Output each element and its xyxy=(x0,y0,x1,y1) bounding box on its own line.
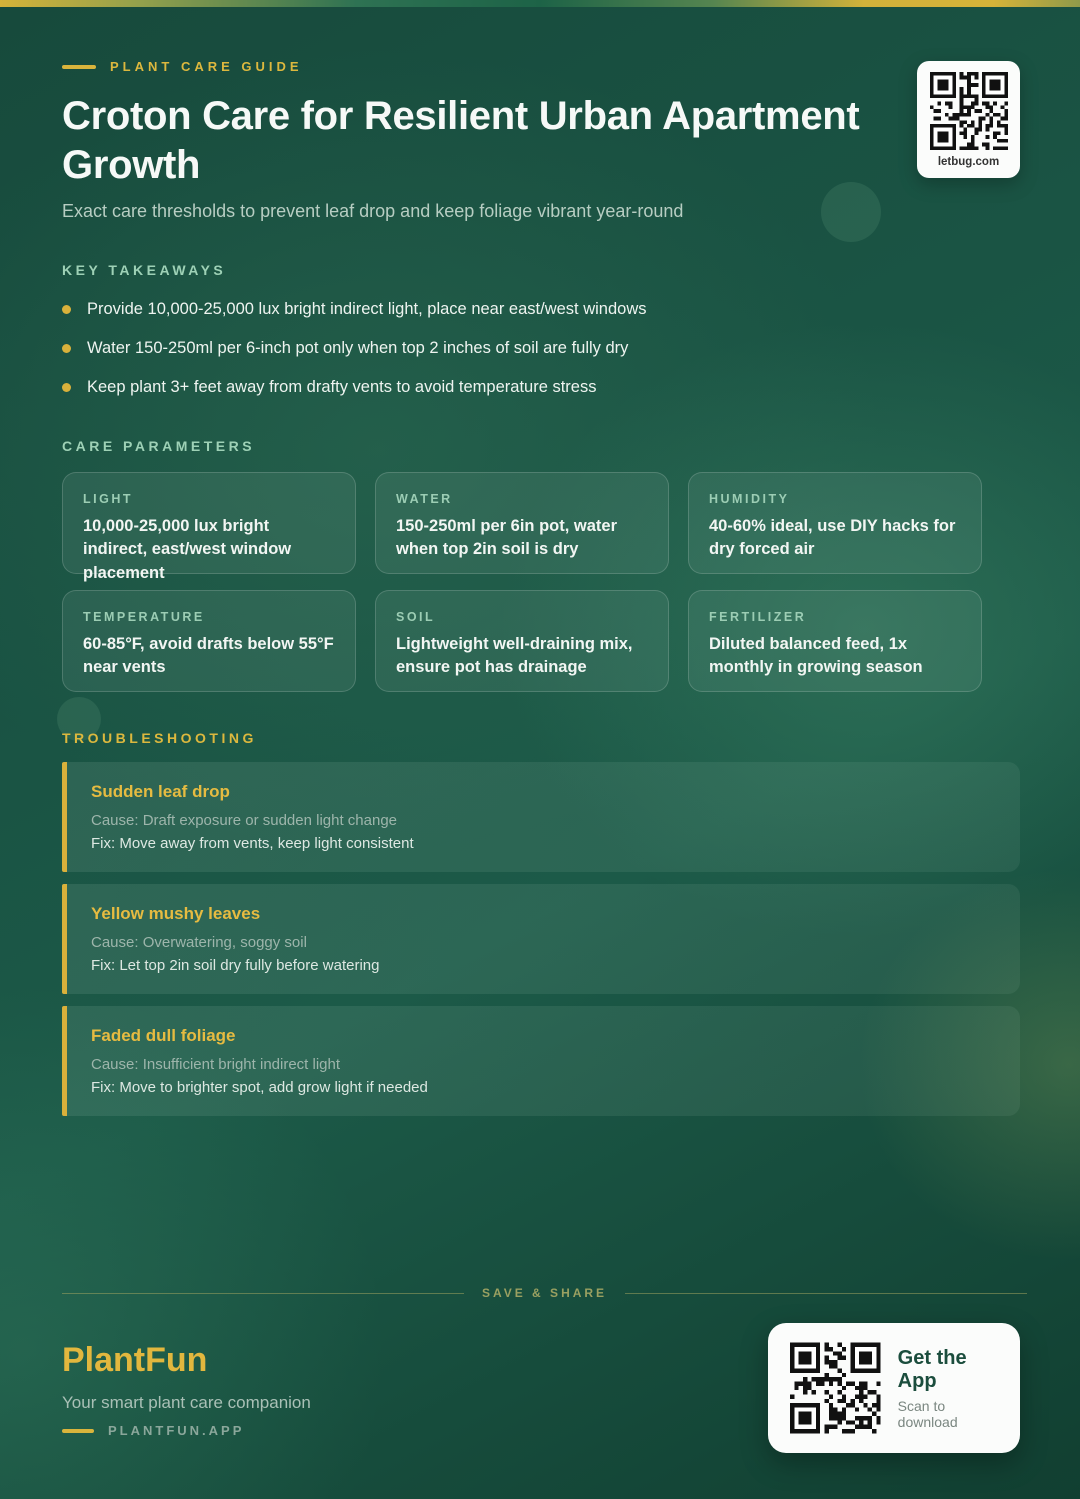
takeaway-item xyxy=(62,339,647,358)
param-card-water xyxy=(375,472,669,574)
get-app-card xyxy=(768,1323,1020,1453)
app-card-text xyxy=(898,1347,1004,1430)
trouble-cause: Cause: Draft exposure or sudden light change xyxy=(91,812,398,829)
troubleshooting-list xyxy=(62,762,1020,1116)
param-card-fertilizer xyxy=(688,590,982,692)
param-value: Diluted balanced feed, 1x monthly in growing season xyxy=(709,635,923,677)
trouble-item-leaf-drop xyxy=(62,762,1020,872)
care-parameters-grid xyxy=(62,472,982,692)
takeaway-item xyxy=(62,300,647,319)
param-card-light xyxy=(62,472,356,582)
eyebrow-dash xyxy=(62,65,96,69)
trouble-item-yellow-leaves xyxy=(62,884,1020,994)
site-dash xyxy=(62,1429,94,1433)
takeaway-text: Provide 10,000-25,000 lux bright indirect light, place near east/west windows xyxy=(87,300,647,318)
param-label: LIGHT xyxy=(83,492,133,506)
bullet-dot-icon xyxy=(62,344,71,353)
care-parameters-heading: CARE PARAMETERS xyxy=(62,438,256,454)
trouble-title: Sudden leaf drop xyxy=(91,782,230,801)
qr-code-app-download xyxy=(790,1340,881,1436)
param-label: FERTILIZER xyxy=(709,610,807,624)
qr-card-website xyxy=(917,61,1020,178)
qr-website-label: letbug.com xyxy=(937,156,1000,168)
key-takeaways-list xyxy=(62,300,647,397)
trouble-title: Yellow mushy leaves xyxy=(91,904,261,923)
save-share-label: SAVE & SHARE xyxy=(481,1286,608,1300)
qr-code-website xyxy=(930,72,1008,150)
param-value: Lightweight well-draining mix, ensure pot has drainage xyxy=(396,635,633,677)
trouble-fix: Fix: Move away from vents, keep light consistent xyxy=(91,835,414,852)
param-value: 150-250ml per 6in pot, water when top 2in soil is dry xyxy=(396,517,618,559)
site-url-label: PLANTFUN.APP xyxy=(108,1423,245,1438)
trouble-cause: Cause: Insufficient bright indirect light xyxy=(91,1056,341,1073)
param-card-soil xyxy=(375,590,669,692)
brand-tagline: Your smart plant care companion xyxy=(62,1393,311,1412)
param-label: TEMPERATURE xyxy=(83,610,205,624)
takeaway-text: Keep plant 3+ feet away from drafty vents to avoid temperature stress xyxy=(87,378,597,396)
page-title: Croton Care for Resilient Urban Apartment Growth xyxy=(62,94,860,187)
param-label: HUMIDITY xyxy=(709,492,790,506)
param-card-humidity xyxy=(688,472,982,574)
param-value: 40-60% ideal, use DIY hacks for dry forced air xyxy=(709,517,956,559)
troubleshooting-heading: TROUBLESHOOTING xyxy=(62,730,257,746)
param-label: WATER xyxy=(396,492,453,506)
get-app-subtitle: Scan to download xyxy=(897,1397,958,1430)
takeaway-text: Water 150-250ml per 6-inch pot only when top 2 inches of soil are fully dry xyxy=(87,339,629,357)
bullet-dot-icon xyxy=(62,383,71,392)
trouble-fix: Fix: Let top 2in soil dry fully before watering xyxy=(91,957,380,974)
key-takeaways-heading: KEY TAKEAWAYS xyxy=(62,262,227,278)
param-label: SOIL xyxy=(396,610,436,624)
save-share-divider xyxy=(62,1286,1027,1300)
page-subtitle: Exact care thresholds to prevent leaf drop and keep foliage vibrant year-round xyxy=(62,201,684,221)
param-value: 10,000-25,000 lux bright indirect, east/west window placement xyxy=(83,517,292,582)
decorative-circle xyxy=(821,182,881,242)
divider-line xyxy=(625,1293,1027,1294)
takeaway-item xyxy=(62,378,647,397)
top-accent-bar xyxy=(0,0,1080,7)
bullet-dot-icon xyxy=(62,305,71,314)
trouble-title: Faded dull foliage xyxy=(91,1026,236,1045)
param-card-temperature xyxy=(62,590,356,692)
eyebrow-label: PLANT CARE GUIDE xyxy=(110,59,303,74)
trouble-cause: Cause: Overwatering, soggy soil xyxy=(91,934,307,951)
get-app-title: Get the App xyxy=(897,1346,967,1392)
site-url-row xyxy=(62,1423,244,1438)
param-value: 60-85°F, avoid drafts below 55°F near vents xyxy=(83,635,334,677)
trouble-item-faded-foliage xyxy=(62,1006,1020,1116)
brand-logo-text: PlantFun xyxy=(62,1341,208,1379)
divider-line xyxy=(62,1293,464,1294)
trouble-fix: Fix: Move to brighter spot, add grow light if needed xyxy=(91,1079,428,1096)
eyebrow xyxy=(62,59,303,74)
